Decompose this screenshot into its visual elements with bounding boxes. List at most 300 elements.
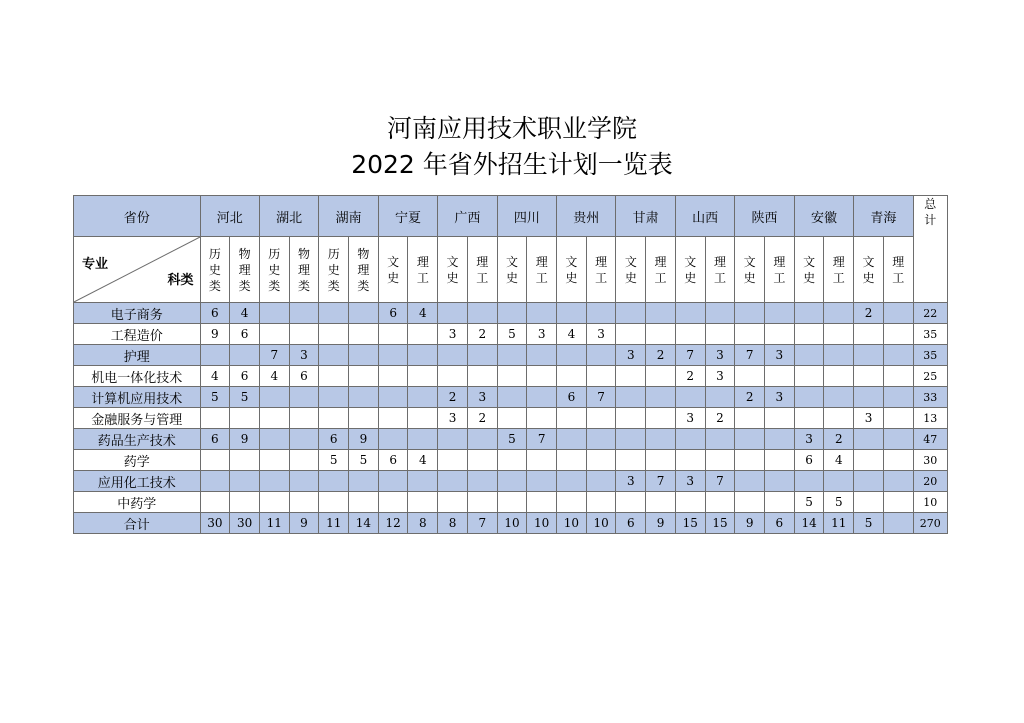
quota-cell: [675, 450, 705, 471]
subject-header: [765, 237, 795, 303]
quota-cell: [289, 387, 319, 408]
quota-cell: [408, 366, 438, 387]
quota-cell: [557, 408, 587, 429]
quota-cell: 30: [200, 513, 230, 534]
quota-cell: 6: [200, 429, 230, 450]
quota-cell: [616, 408, 646, 429]
subject-label: 文史: [803, 254, 816, 285]
major-name: 机电一体化技术: [74, 366, 201, 387]
quota-cell: 6: [378, 303, 408, 324]
quota-cell: [230, 492, 260, 513]
quota-cell: [854, 345, 884, 366]
quota-cell: [527, 492, 557, 513]
quota-cell: 10: [586, 513, 616, 534]
quota-cell: [854, 471, 884, 492]
quota-cell: 7: [259, 345, 289, 366]
quota-cell: [883, 471, 913, 492]
subject-header: [616, 237, 646, 303]
quota-cell: 9: [230, 429, 260, 450]
quota-cell: 5: [319, 450, 349, 471]
quota-cell: [467, 345, 497, 366]
province-header-row: [74, 196, 948, 237]
quota-cell: 15: [705, 513, 735, 534]
quota-cell: [289, 408, 319, 429]
quota-cell: 2: [705, 408, 735, 429]
quota-cell: 3: [705, 366, 735, 387]
quota-cell: 2: [824, 429, 854, 450]
quota-cell: [675, 387, 705, 408]
quota-cell: [675, 324, 705, 345]
quota-cell: [735, 492, 765, 513]
quota-cell: [438, 471, 468, 492]
quota-cell: 6: [289, 366, 319, 387]
quota-cell: [408, 429, 438, 450]
quota-cell: [794, 387, 824, 408]
province-header: 安徽: [794, 196, 853, 237]
quota-cell: 14: [349, 513, 379, 534]
quota-cell: [319, 492, 349, 513]
quota-cell: [883, 492, 913, 513]
table-row: [74, 408, 948, 429]
quota-cell: [586, 429, 616, 450]
subject-header: [527, 237, 557, 303]
diagonal-header-cell: [74, 237, 201, 303]
quota-cell: 7: [527, 429, 557, 450]
quota-cell: 11: [259, 513, 289, 534]
quota-cell: 9: [735, 513, 765, 534]
quota-cell: 10: [527, 513, 557, 534]
subject-label: 文史: [624, 254, 637, 285]
quota-cell: [319, 324, 349, 345]
major-name: 计算机应用技术: [74, 387, 201, 408]
quota-cell: 7: [586, 387, 616, 408]
subject-header: [319, 237, 349, 303]
document-title: 河南应用技术职业学院: [386, 114, 637, 143]
subject-label: 文史: [743, 254, 756, 285]
quota-cell: [497, 492, 527, 513]
quota-cell: [378, 345, 408, 366]
subject-label: 理工: [595, 254, 608, 285]
table-row: [74, 429, 948, 450]
quota-cell: 7: [646, 471, 676, 492]
quota-cell: 11: [824, 513, 854, 534]
subject-label: 文史: [387, 254, 400, 285]
quota-cell: 2: [675, 366, 705, 387]
subject-label: 理工: [535, 254, 548, 285]
quota-cell: [467, 471, 497, 492]
major-name: 应用化工技术: [74, 471, 201, 492]
row-total: 13: [913, 408, 947, 429]
quota-cell: [408, 471, 438, 492]
quota-cell: [675, 492, 705, 513]
table-row: [74, 366, 948, 387]
quota-cell: [586, 450, 616, 471]
quota-cell: [349, 324, 379, 345]
quota-cell: 5: [497, 429, 527, 450]
quota-cell: [408, 345, 438, 366]
major-name: 工程造价: [74, 324, 201, 345]
quota-cell: [557, 366, 587, 387]
quota-cell: 4: [408, 303, 438, 324]
major-name: 护理: [74, 345, 201, 366]
quota-cell: [765, 429, 795, 450]
quota-cell: [497, 471, 527, 492]
table-row: [74, 345, 948, 366]
subject-label: 文史: [565, 254, 578, 285]
quota-cell: [527, 387, 557, 408]
quota-cell: [735, 429, 765, 450]
quota-cell: [497, 450, 527, 471]
major-name: 药学: [74, 450, 201, 471]
quota-cell: [883, 303, 913, 324]
quota-cell: 6: [378, 450, 408, 471]
subject-label: 物理类: [238, 246, 251, 293]
quota-cell: [646, 303, 676, 324]
quota-cell: [408, 492, 438, 513]
quota-cell: [438, 429, 468, 450]
quota-cell: [349, 408, 379, 429]
quota-cell: [765, 366, 795, 387]
province-header: 湖北: [259, 196, 318, 237]
quota-cell: [883, 366, 913, 387]
subject-label: 理工: [416, 254, 429, 285]
quota-cell: [259, 471, 289, 492]
quota-cell: [616, 387, 646, 408]
quota-cell: [527, 345, 557, 366]
quota-cell: 5: [200, 387, 230, 408]
quota-cell: [467, 429, 497, 450]
subject-header: [497, 237, 527, 303]
quota-cell: [646, 324, 676, 345]
subject-header: [467, 237, 497, 303]
quota-cell: [289, 324, 319, 345]
quota-cell: [557, 492, 587, 513]
quota-cell: [794, 303, 824, 324]
quota-cell: 6: [794, 450, 824, 471]
quota-cell: [378, 324, 408, 345]
quota-cell: [349, 492, 379, 513]
quota-cell: [735, 303, 765, 324]
quota-cell: [557, 345, 587, 366]
quota-cell: [200, 345, 230, 366]
quota-cell: [527, 450, 557, 471]
quota-cell: [616, 492, 646, 513]
quota-cell: [735, 450, 765, 471]
subject-header: [438, 237, 468, 303]
quota-cell: [349, 366, 379, 387]
quota-cell: [259, 324, 289, 345]
province-header: 宁夏: [378, 196, 437, 237]
quota-cell: 7: [467, 513, 497, 534]
quota-cell: [230, 450, 260, 471]
quota-cell: 5: [854, 513, 884, 534]
quota-cell: 2: [438, 387, 468, 408]
quota-cell: 15: [675, 513, 705, 534]
row-total: 33: [913, 387, 947, 408]
quota-cell: [200, 450, 230, 471]
province-header: 甘肃: [616, 196, 675, 237]
quota-cell: [497, 408, 527, 429]
quota-cell: 4: [557, 324, 587, 345]
quota-cell: [349, 387, 379, 408]
quota-cell: 12: [378, 513, 408, 534]
quota-cell: [497, 387, 527, 408]
quota-cell: 8: [438, 513, 468, 534]
quota-cell: 3: [586, 324, 616, 345]
quota-cell: 5: [349, 450, 379, 471]
quota-cell: [378, 429, 408, 450]
quota-cell: [557, 450, 587, 471]
quota-cell: [259, 303, 289, 324]
row-total: 270: [913, 513, 947, 534]
province-header: 湖南: [319, 196, 378, 237]
quota-cell: [883, 513, 913, 534]
quota-cell: 8: [408, 513, 438, 534]
quota-cell: 3: [467, 387, 497, 408]
quota-cell: [378, 387, 408, 408]
subject-header: [854, 237, 884, 303]
quota-cell: 9: [349, 429, 379, 450]
quota-cell: 3: [616, 471, 646, 492]
quota-cell: 2: [467, 324, 497, 345]
quota-cell: [319, 303, 349, 324]
quota-cell: [527, 303, 557, 324]
quota-cell: [497, 345, 527, 366]
row-total: 10: [913, 492, 947, 513]
quota-cell: [586, 492, 616, 513]
row-total: 25: [913, 366, 947, 387]
subject-header-row: [74, 237, 948, 303]
quota-cell: [883, 408, 913, 429]
quota-cell: [705, 429, 735, 450]
quota-cell: 9: [289, 513, 319, 534]
quota-cell: [438, 450, 468, 471]
subject-header: [675, 237, 705, 303]
quota-cell: 5: [794, 492, 824, 513]
quota-cell: [705, 450, 735, 471]
quota-cell: [586, 471, 616, 492]
quota-cell: [824, 408, 854, 429]
quota-cell: 2: [646, 345, 676, 366]
quota-cell: [765, 408, 795, 429]
quota-cell: [289, 303, 319, 324]
quota-cell: [557, 471, 587, 492]
subject-header: [824, 237, 854, 303]
quota-cell: [854, 450, 884, 471]
quota-cell: 4: [200, 366, 230, 387]
enrollment-plan-table: [73, 195, 948, 534]
quota-cell: [705, 324, 735, 345]
quota-cell: [883, 387, 913, 408]
document-subtitle: 2022 年省外招生计划一览表: [351, 150, 673, 179]
quota-cell: 4: [408, 450, 438, 471]
quota-cell: [259, 429, 289, 450]
subject-label: 历史类: [208, 246, 221, 293]
province-header: 山西: [675, 196, 734, 237]
table-row: [74, 471, 948, 492]
subject-header: [883, 237, 913, 303]
major-name: 药品生产技术: [74, 429, 201, 450]
table-row: [74, 324, 948, 345]
quota-cell: [646, 408, 676, 429]
row-total: 35: [913, 345, 947, 366]
quota-cell: [438, 366, 468, 387]
quota-cell: [794, 345, 824, 366]
subject-label: 文史: [862, 254, 875, 285]
subject-header: [735, 237, 765, 303]
subject-header: [586, 237, 616, 303]
quota-cell: 3: [765, 345, 795, 366]
subject-label: 历史类: [268, 246, 281, 293]
quota-cell: 9: [646, 513, 676, 534]
quota-cell: 2: [467, 408, 497, 429]
quota-cell: 10: [557, 513, 587, 534]
quota-cell: [319, 387, 349, 408]
quota-cell: [705, 303, 735, 324]
quota-cell: 3: [527, 324, 557, 345]
quota-cell: [497, 303, 527, 324]
quota-cell: [824, 303, 854, 324]
quota-cell: 9: [200, 324, 230, 345]
subject-label: 文史: [505, 254, 518, 285]
table-row: [74, 450, 948, 471]
province-header: 青海: [854, 196, 913, 237]
quota-cell: 6: [200, 303, 230, 324]
quota-cell: [765, 450, 795, 471]
quota-cell: [319, 345, 349, 366]
subject-label: 物理类: [298, 246, 311, 293]
province-label: 省份: [74, 196, 201, 237]
quota-cell: 6: [230, 366, 260, 387]
quota-cell: [646, 450, 676, 471]
table-row: [74, 492, 948, 513]
quota-cell: [438, 492, 468, 513]
quota-cell: [824, 471, 854, 492]
quota-cell: 4: [230, 303, 260, 324]
quota-cell: 14: [794, 513, 824, 534]
quota-cell: 11: [319, 513, 349, 534]
quota-cell: [794, 408, 824, 429]
quota-cell: 6: [765, 513, 795, 534]
quota-cell: [378, 366, 408, 387]
quota-cell: [557, 303, 587, 324]
quota-cell: [527, 471, 557, 492]
quota-cell: 3: [438, 324, 468, 345]
quota-cell: [794, 324, 824, 345]
quota-cell: [289, 450, 319, 471]
quota-cell: 7: [675, 345, 705, 366]
category-label: 科类: [167, 273, 194, 288]
subject-label: 理工: [892, 254, 905, 285]
quota-cell: [586, 345, 616, 366]
subject-header: [557, 237, 587, 303]
quota-cell: [230, 471, 260, 492]
quota-cell: [824, 345, 854, 366]
table-row: [74, 303, 948, 324]
quota-cell: [467, 366, 497, 387]
quota-cell: [408, 387, 438, 408]
major-name: 金融服务与管理: [74, 408, 201, 429]
quota-cell: [200, 492, 230, 513]
subject-header: [646, 237, 676, 303]
quota-cell: 4: [824, 450, 854, 471]
quota-cell: [557, 429, 587, 450]
quota-cell: 5: [230, 387, 260, 408]
quota-cell: [319, 408, 349, 429]
quota-cell: [586, 408, 616, 429]
quota-cell: 3: [854, 408, 884, 429]
quota-cell: [408, 324, 438, 345]
quota-cell: [705, 492, 735, 513]
quota-cell: [259, 450, 289, 471]
quota-cell: [259, 387, 289, 408]
quota-cell: 10: [497, 513, 527, 534]
quota-cell: [883, 450, 913, 471]
quota-cell: [200, 408, 230, 429]
quota-cell: [349, 471, 379, 492]
quota-cell: [675, 303, 705, 324]
province-header: 广西: [438, 196, 497, 237]
quota-cell: 3: [675, 471, 705, 492]
total-label: 总计: [924, 197, 937, 227]
quota-cell: [883, 324, 913, 345]
quota-cell: [319, 471, 349, 492]
province-header: 河北: [200, 196, 259, 237]
quota-cell: 3: [765, 387, 795, 408]
subject-header: [289, 237, 319, 303]
quota-cell: 2: [735, 387, 765, 408]
major-name: 电子商务: [74, 303, 201, 324]
subject-label: 历史类: [327, 246, 340, 293]
province-header: 陕西: [735, 196, 794, 237]
quota-cell: [200, 471, 230, 492]
table-row: [74, 387, 948, 408]
quota-cell: [646, 492, 676, 513]
quota-cell: 3: [289, 345, 319, 366]
quota-cell: [765, 471, 795, 492]
quota-cell: [854, 324, 884, 345]
row-total: 22: [913, 303, 947, 324]
quota-cell: [230, 345, 260, 366]
quota-cell: [497, 366, 527, 387]
quota-cell: [616, 303, 646, 324]
quota-cell: [527, 408, 557, 429]
quota-cell: [319, 366, 349, 387]
quota-cell: [259, 492, 289, 513]
quota-cell: [586, 366, 616, 387]
quota-cell: [646, 429, 676, 450]
quota-cell: [467, 450, 497, 471]
subject-label: 理工: [713, 254, 726, 285]
quota-cell: [854, 366, 884, 387]
quota-cell: 5: [497, 324, 527, 345]
quota-cell: [854, 492, 884, 513]
province-header: 贵州: [557, 196, 616, 237]
quota-cell: 6: [319, 429, 349, 450]
quota-cell: [646, 366, 676, 387]
quota-cell: [438, 345, 468, 366]
total-header: [913, 196, 947, 303]
quota-cell: [735, 408, 765, 429]
quota-cell: 3: [705, 345, 735, 366]
quota-cell: [378, 408, 408, 429]
quota-cell: 3: [794, 429, 824, 450]
major-name: 合计: [74, 513, 201, 534]
quota-cell: [735, 324, 765, 345]
province-header: 四川: [497, 196, 556, 237]
subject-label: 文史: [446, 254, 459, 285]
quota-cell: [883, 429, 913, 450]
